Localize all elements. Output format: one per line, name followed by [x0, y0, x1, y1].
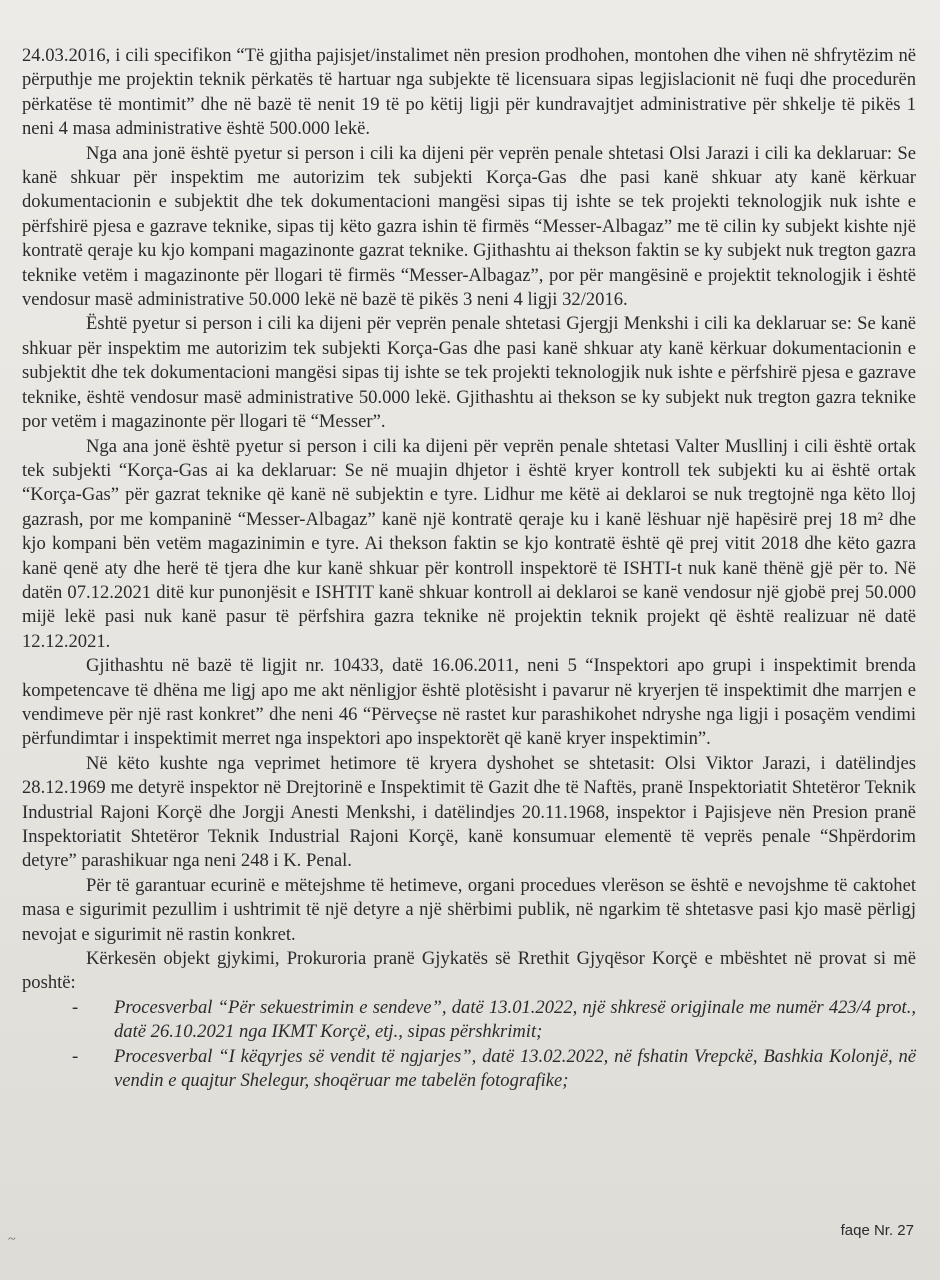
paragraph-testimony-musllinj: Nga ana jonë është pyetur si person i cili ka dijeni për veprën penale shtetasi Valter Musllinj i cili është ortak tek subjekti “Korça-Gas ai ka deklaruar: Se në muajin dhjetor i është kryer kontroll tek subjekti ku ai është ortak “Korça-Gas” për gazrat teknike që kanë në subjektin e tyre. Lidhur me këtë ai deklaroi se nuk tregtojnë nga këto lloj gazrash, por me kompaninë “Messer-Albagaz” kanë një kontratë qeraje ku i kanë lëshuar një hapësirë prej 18 m² dhe kjo kompani bën vetëm magazinimin e tyre. Ai thekson faktin se kjo kontratë është që prej vitit 2018 dhe këto gazra kanë qenë aty dhe herë të tjera dhe kur kanë shkuar për kontroll inspektorë të ISHTI-t nuk kanë thënë gjë për to. Në datën 07.12.2021 ditë kur punonjësit e ISHTIT kanë shkuar kontroll ai deklaroi se kanë vendosur një gjobë prej 50.000 mijë lekë pasi nuk kanë pasur të përfshira gazra teknike në projektin teknik projekt që është realizuar në datë 12.12.2021. — [22, 435, 916, 652]
evidence-item — [72, 1045, 916, 1094]
paragraph-testimony-menkshi: Është pyetur si person i cili ka dijeni për veprën penale shtetasi Gjergji Menkshi i cili ka deklaruar se: Se kanë shkuar për inspektim me autorizim tek subjekti Korça-Gas dhe pasi kanë shkuar aty kanë kërkuar dokumentacionin e subjektit dhe tek dokumentacioni mangësi sipas tij ishte se tek projekti teknologjik nuk ishte e përfshirë pjesa e gazrave teknike, është vendosur masë administrative 50.000 lekë. Gjithashtu ai thekson se ky subjekt nuk tregton gazra teknike por vetëm i magazinonte për llogari të “Messer”. — [22, 313, 916, 433]
page-number: faqe Nr. 27 — [840, 1222, 914, 1239]
list-bullet: - — [72, 1045, 79, 1067]
evidence-item — [72, 996, 916, 1045]
evidence-item-text: Procesverbal “I këqyrjes së vendit të ngjarjes”, datë 13.02.2022, në fshatin Vrepckë, Bashkia Kolonjë, në vendin e quajtur Shelegur, shoqëruar me tabelën fotografike; — [114, 1045, 916, 1092]
evidence-list — [22, 996, 916, 1094]
margin-mark: ~ — [8, 1232, 16, 1247]
paragraph-security-measure: Për të garantuar ecurinë e mëtejshme të hetimeve, organi procedues vlerëson se është e nevojshme të caktohet masa e sigurimit pezullim i ushtrimit të një detyre a një shërbimi publik, në ngarkim të shtetasve pasi kjo masë përligj nevojat e sigurimit në rastin konkret. — [22, 874, 916, 945]
paragraph-law-10433: Gjithashtu në bazë të ligjit nr. 10433, datë 16.06.2011, neni 5 “Inspektori apo grupi i inspektimit brenda kompetencave të dhëna me ligj apo me akt nënligjor është plotësisht i pavarur në kryerjen të inspektimit dhe marrjen e vendimeve për një rast konkret” dhe neni 46 “Përveçse në rastet kur parashikohet ndryshe nga ligji i posaçëm vendimi përfundimtar i inspektimit merret nga inspektori apo inspektorët që kanë kryer inspektimin”. — [22, 655, 916, 750]
paragraph-law-citation: 24.03.2016, i cili specifikon “Të gjitha pajisjet/instalimet nën presion prodhohen, montohen dhe vihen në shfrytëzim në përputhje me projektin teknik përkatës të hartuar nga subjekte të licensuara sipas legjislacionit në fuqi dhe procedurën përkatëse të montimit” dhe në bazë të nenit 19 të po këtij ligji për kundravajtjet administrative për shkelje të pikës 1 neni 4 masa administrative është 500.000 lekë. — [22, 45, 916, 140]
paragraph-suspicion: Në këto kushte nga veprimet hetimore të kryera dyshohet se shtetasit: Olsi Viktor Jarazi, i datëlindjes 28.12.1969 me detyrë inspektor në Drejtorinë e Inspektimit të Gazit dhe të Naftës, pranë Inspektoriatit Shtetëror Teknik Industrial Rajoni Korçë dhe Jorgji Anesti Menkshi, i datëlindjes 20.11.1968, inspektor i Pajisjeve nën Presion pranë Inspektoriatit Shtetëror Teknik Industrial Rajoni Korçë, kanë konsumuar elementë të veprës penale “Shpërdorim detyre” parashikuar nga neni 248 i K. Penal. — [22, 752, 916, 872]
list-bullet: - — [72, 996, 79, 1018]
paragraph-testimony-jarazi: Nga ana jonë është pyetur si person i cili ka dijeni për veprën penale shtetasi Olsi Jarazi i cili ka deklaruar: Se kanë shkuar për inspektim me autorizim tek subjekti Korça-Gas dhe pasi kanë shkuar aty kanë kërkuar dokumentacionin e subjektit dhe tek dokumentacioni mangësi sipas tij ishte se tek projekti teknologjik nuk ishte e përfshirë pjesa e gazrave teknike, sipas tij këto gazra ishin të firmës “Messer-Albagaz” me të cilin ky subjekt kishte një kontratë qeraje ku kjo kompani magazinonte gazrat teknike. Gjithashtu ai thekson faktin se ky subjekt nuk tregton gazra teknike vetëm i magazinonte për llogari të firmës “Messer-Albagaz”, por për mangësinë e projektit teknologjik i është vendosur masë administrative 50.000 lekë në bazë të pikës 3 neni 4 ligji 32/2016. — [22, 142, 916, 311]
evidence-item-text: Procesverbal “Për sekuestrimin e sendeve”, datë 13.01.2022, një shkresë origjinale me numër 423/4 prot., datë 26.10.2021 nga IKMT Korçë, etj., sipas përshkrimit; — [114, 996, 916, 1043]
document-body — [22, 44, 916, 1093]
paragraph-evidence-intro: Kërkesën objekt gjykimi, Prokuroria pranë Gjykatës së Rrethit Gjyqësor Korçë e mbështet në provat si më poshtë: — [22, 948, 916, 994]
